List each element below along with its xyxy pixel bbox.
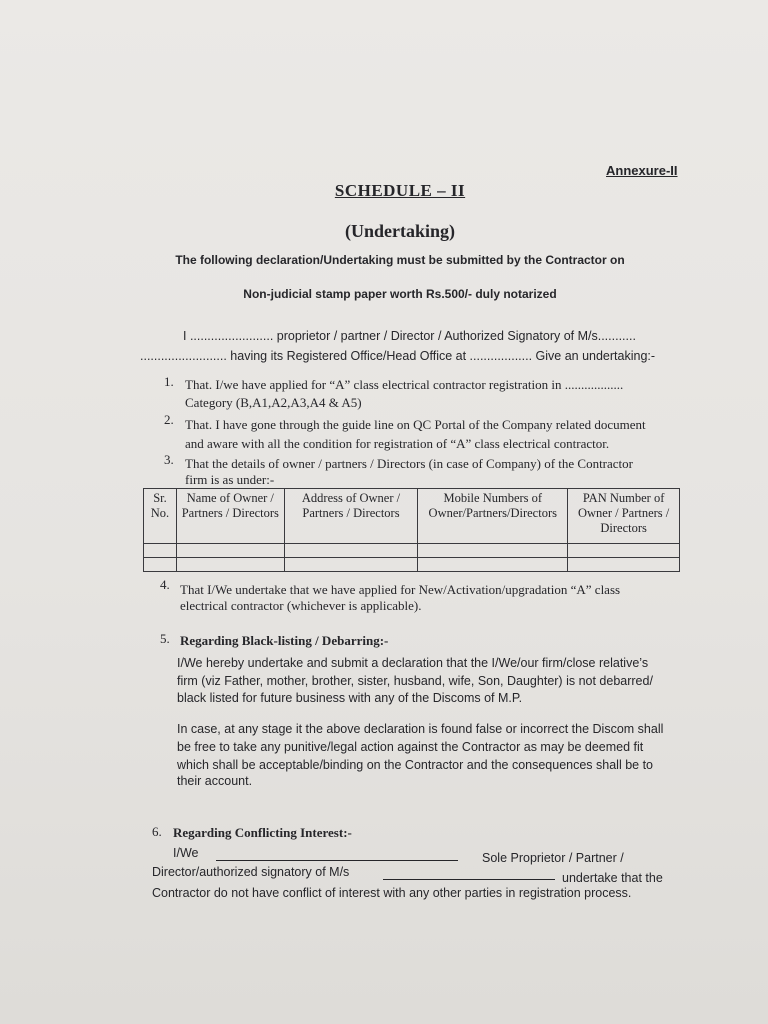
annexure-label: Annexure-II	[606, 163, 678, 178]
table-cell[interactable]	[568, 558, 680, 572]
table-cell[interactable]	[284, 558, 418, 572]
section-5-p1-line-1: I/We hereby undertake and submit a declaration that the I/We/our firm/close relative’s	[177, 656, 649, 670]
section-6-title: Regarding Conflicting Interest:-	[173, 825, 352, 840]
table-cell[interactable]	[418, 558, 568, 572]
item-2-number: 2.	[164, 412, 174, 427]
firm-name-blank[interactable]	[383, 879, 555, 880]
declaration-line-1: I ........................ proprietor / partner / Director / Authorized Signatory of M/s...........	[183, 329, 636, 343]
item-4-number: 4.	[160, 577, 170, 592]
item-1-line-2: Category (B,A1,A2,A3,A4 & A5)	[185, 395, 362, 410]
table-cell[interactable]	[284, 544, 418, 558]
section-5-p2-line-3: which shall be acceptable/binding on the Contractor and the consequences shall be to	[177, 758, 654, 772]
section-5-p2-line-4: their account.	[177, 774, 253, 788]
intro-line-2: Non-judicial stamp paper worth Rs.500/- duly notarized	[243, 287, 557, 301]
item-4-line-1: That I/We undertake that we have applied for New/Activation/upgradation “A” class	[180, 582, 621, 597]
owners-table	[143, 488, 680, 572]
section-6-we-label: I/We	[173, 846, 199, 860]
header-sr-no: Sr. No.	[144, 489, 177, 544]
table-cell[interactable]	[144, 558, 177, 572]
section-6-sole-proprietor: Sole Proprietor / Partner /	[482, 851, 624, 865]
intro-line-1: The following declaration/Undertaking must be submitted by the Contractor on	[175, 253, 625, 267]
section-6-number: 6.	[152, 824, 162, 839]
header-mobile-numbers: Mobile Numbers of Owner/Partners/Directors	[418, 489, 568, 544]
item-3-line-1: That the details of owner / partners / Directors (in case of Company) of the Contractor	[185, 456, 633, 471]
item-3-number: 3.	[164, 452, 174, 467]
undertaking-title: (Undertaking)	[344, 221, 455, 241]
header-pan-number: PAN Number of Owner / Partners / Directors	[568, 489, 680, 544]
section-5-p1-line-2: firm (viz Father, mother, brother, sister, husband, wife, Son, Daughter) is not debarred/	[177, 674, 653, 688]
table-row	[144, 544, 680, 558]
item-1-line-1: That. I/we have applied for “A” class electrical contractor registration in ..................	[185, 377, 624, 392]
section-6-last-line: Contractor do not have conflict of interest with any other parties in registration process.	[152, 886, 632, 900]
item-1-number: 1.	[164, 374, 174, 389]
section-5-p2-line-1: In case, at any stage it the above declaration is found false or incorrect the Discom shall	[177, 722, 664, 736]
section-6-director-label: Director/authorized signatory of M/s	[152, 865, 350, 879]
declaration-line-2: ......................... having its Registered Office/Head Office at .................. Give an undertaking:-	[140, 349, 656, 363]
table-cell[interactable]	[568, 544, 680, 558]
item-2-line-2: and aware with all the condition for registration of “A” class electrical contractor.	[185, 436, 610, 451]
section-5-title: Regarding Black-listing / Debarring:-	[180, 633, 389, 648]
section-5-p1-line-3: black listed for future business with any of the Discoms of M.P.	[177, 691, 523, 705]
section-5-p2-line-2: be free to take any punitive/legal action against the Contractor as may be deemed fit	[177, 740, 644, 754]
item-3-line-2: firm is as under:-	[185, 472, 275, 487]
header-owner-name: Name of Owner / Partners / Directors	[176, 489, 284, 544]
table-cell[interactable]	[144, 544, 177, 558]
section-5-number: 5.	[160, 631, 170, 646]
table-cell[interactable]	[176, 558, 284, 572]
item-2-line-1: That. I have gone through the guide line on QC Portal of the Company related document	[185, 417, 646, 432]
table-row	[144, 558, 680, 572]
owners-table-header-row	[144, 489, 680, 544]
header-owner-address: Address of Owner / Partners / Directors	[284, 489, 418, 544]
table-cell[interactable]	[176, 544, 284, 558]
we-name-blank[interactable]	[216, 860, 458, 861]
item-4-line-2: electrical contractor (whichever is applicable).	[180, 598, 422, 613]
schedule-title: SCHEDULE – II	[334, 181, 466, 200]
table-cell[interactable]	[418, 544, 568, 558]
section-6-undertake: undertake that the	[562, 871, 663, 885]
